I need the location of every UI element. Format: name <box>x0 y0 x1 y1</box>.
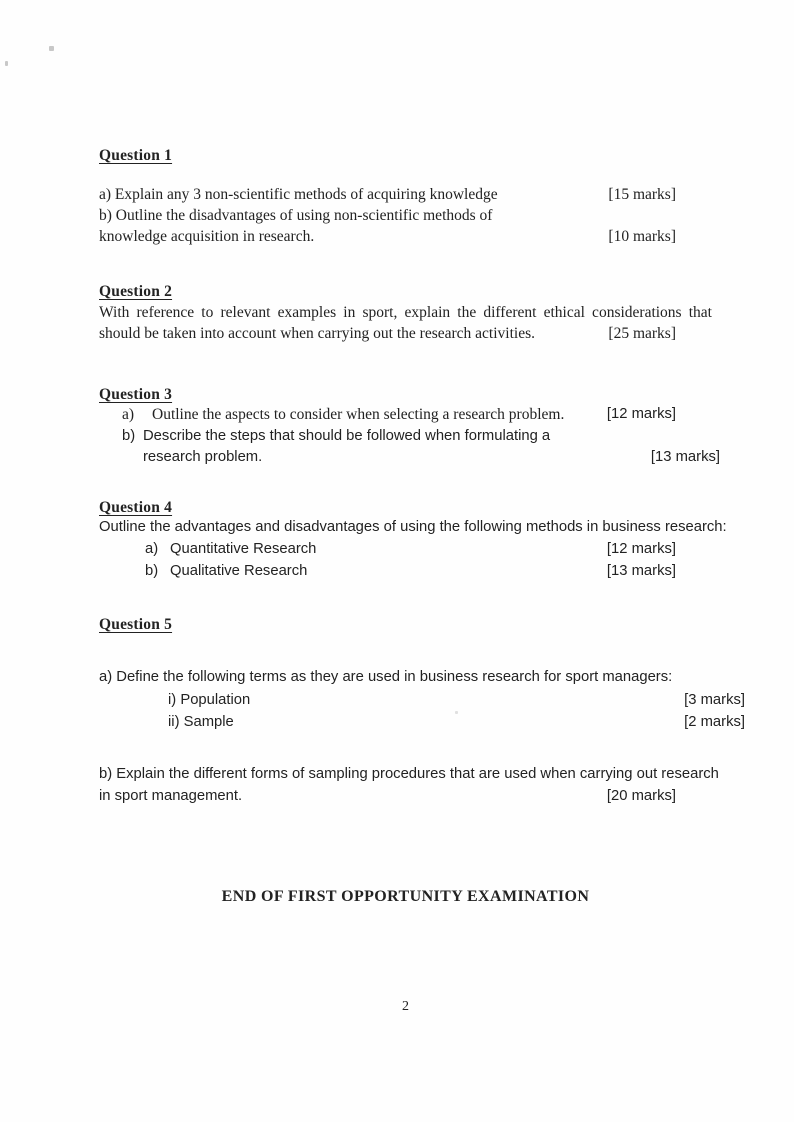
question-2-heading: Question 2 <box>99 283 173 300</box>
question-4-heading: Question 4 <box>99 499 173 516</box>
end-of-examination-notice: END OF FIRST OPPORTUNITY EXAMINATION <box>221 888 590 905</box>
question-3-item-b-continuation <box>99 447 756 468</box>
question-5-item-b-line1: b) Explain the different forms of sampling procedures that are used when carrying out research <box>99 766 719 782</box>
question-4-item-b-label: b) <box>145 563 159 579</box>
question-5-subitem-ii <box>99 712 781 733</box>
question-1-item-b-line1: b) Outline the disadvantages of using non-scientific methods of <box>99 207 493 224</box>
question-4-item-a-text: Quantitative Research <box>170 541 317 557</box>
question-1-item-b-line2 <box>99 226 712 247</box>
question-3-item-a-marks: [12 marks] <box>606 406 676 422</box>
question-1-item-b-text: knowledge acquisition in research. <box>99 228 315 245</box>
question-4-item-a <box>99 539 712 560</box>
question-1-item-b-marks: [10 marks] <box>608 228 676 245</box>
question-3-item-a-label: a) <box>122 406 135 423</box>
question-5-item-a-intro: a) Define the following terms as they are used in business research for sport managers: <box>99 669 673 685</box>
question-5-item-b-marks: [20 marks] <box>606 788 676 804</box>
question-4-item-b <box>99 561 712 582</box>
question-5-heading: Question 5 <box>99 616 173 633</box>
question-4-item-a-label: a) <box>145 541 159 557</box>
question-1-heading: Question 1 <box>99 147 173 164</box>
question-5-subitem-i-text: i) Population <box>168 692 251 708</box>
question-4-item-a-marks: [12 marks] <box>606 541 676 557</box>
question-3-item-b-text: Describe the steps that should be followed when formulating a <box>143 428 551 444</box>
question-4-intro: Outline the advantages and disadvantages of using the following methods in business research: <box>99 519 727 535</box>
question-1-item-a-text: a) Explain any 3 non-scientific methods of acquiring knowledge <box>99 186 498 203</box>
question-3-item-b-label: b) <box>122 428 136 444</box>
scan-artifact <box>49 46 54 51</box>
question-3-item-b-marks: [13 marks] <box>650 449 720 465</box>
question-3-item-b <box>99 426 712 447</box>
question-4-item-b-text: Qualitative Research <box>170 563 308 579</box>
question-2-body-text: should be taken into account when carrying out the research activities. <box>99 325 535 342</box>
question-5-subitem-ii-marks: [2 marks] <box>684 714 745 730</box>
question-3-item-a <box>99 404 712 425</box>
question-3-heading: Question 3 <box>99 386 173 403</box>
question-5-subitem-i-marks: [3 marks] <box>684 692 745 708</box>
question-5-subitem-i <box>99 690 781 711</box>
scan-artifact <box>5 61 8 66</box>
question-2-body-line1: With reference to relevant examples in sport, explain the different ethical considerations that <box>99 304 712 321</box>
question-4-item-b-marks: [13 marks] <box>606 563 676 579</box>
question-3-item-a-text: Outline the aspects to consider when selecting a research problem. <box>152 406 565 423</box>
question-5-item-b-text: in sport management. <box>99 788 243 804</box>
question-1-item-a <box>99 184 712 205</box>
page-number: 2 <box>402 999 409 1014</box>
question-1-item-a-marks: [15 marks] <box>608 186 676 203</box>
question-3-item-b-cont-text: research problem. <box>143 449 263 465</box>
question-2-marks: [25 marks] <box>608 325 676 342</box>
question-5-subitem-ii-text: ii) Sample <box>168 714 234 730</box>
question-5-item-b-line2 <box>99 786 712 807</box>
question-2-body-line2 <box>99 323 712 344</box>
